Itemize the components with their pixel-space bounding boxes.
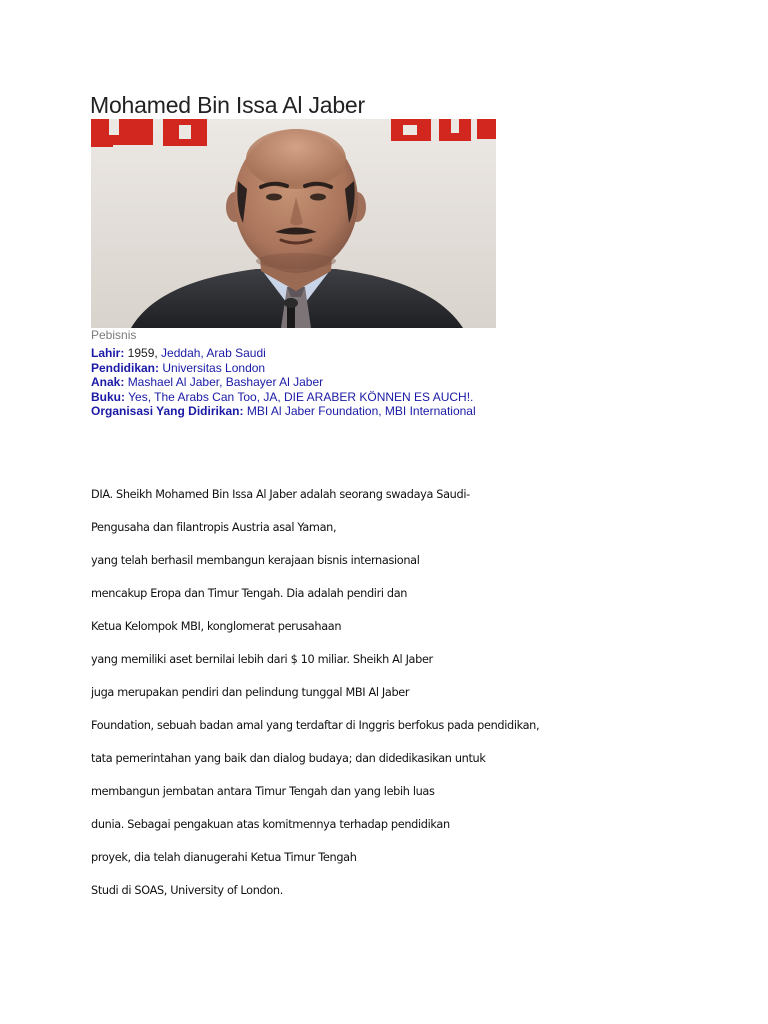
body-line: Foundation, sebuah badan amal yang terdaftar di Inggris berfokus pada pendidikan, xyxy=(91,719,540,732)
fact-label[interactable]: Pendidikan: xyxy=(91,360,160,375)
body-line: yang telah berhasil membangun kerajaan bisnis internasional xyxy=(91,554,420,567)
fact-plain: 1959, xyxy=(124,346,162,360)
fact-link[interactable]: Universitas London xyxy=(162,360,266,375)
fact-children xyxy=(91,375,476,390)
biography-text xyxy=(91,484,711,913)
fact-organizations xyxy=(91,404,476,419)
fact-label[interactable]: Organisasi Yang Didirikan: xyxy=(91,404,244,419)
body-line: Studi di SOAS, University of London. xyxy=(91,884,283,897)
body-line: Pengusaha dan filantropis Austria asal Yaman, xyxy=(91,521,337,534)
fact-link[interactable]: Mashael Al Jaber, Bashayer Al Jaber xyxy=(127,375,324,390)
fact-link[interactable]: Yes, The Arabs Can Too, JA, DIE ARABER KÖNNEN ES AUCH!. xyxy=(128,389,474,404)
body-line: mencakup Eropa dan Timur Tengah. Dia adalah pendiri dan xyxy=(91,587,408,600)
portrait-photo xyxy=(91,119,496,328)
fact-list xyxy=(91,346,476,419)
body-line: juga merupakan pendiri dan pelindung tunggal MBI Al Jaber xyxy=(91,686,410,699)
fact-books xyxy=(91,390,476,405)
fact-label[interactable]: Anak: xyxy=(91,375,125,390)
body-line: DIA. Sheikh Mohamed Bin Issa Al Jaber adalah seorang swadaya Saudi- xyxy=(91,488,470,501)
body-line: proyek, dia telah dianugerahi Ketua Timur Tengah xyxy=(91,851,357,864)
fact-education xyxy=(91,361,476,376)
body-line: membangun jembatan antara Timur Tengah dan yang lebih luas xyxy=(91,785,435,798)
fact-label[interactable]: Lahir: xyxy=(91,346,125,360)
body-line: dunia. Sebagai pengakuan atas komitmennya terhadap pendidikan xyxy=(91,818,450,831)
photo-caption: Pebisnis xyxy=(91,328,137,342)
body-line: yang memiliki aset bernilai lebih dari $ 10 miliar. Sheikh Al Jaber xyxy=(91,653,433,666)
fact-link[interactable]: Jeddah, Arab Saudi xyxy=(161,346,266,360)
page-title: Mohamed Bin Issa Al Jaber xyxy=(90,92,365,118)
body-line: tata pemerintahan yang baik dan dialog budaya; dan didedikasikan untuk xyxy=(91,752,486,765)
fact-born xyxy=(91,346,476,361)
body-line: Ketua Kelompok MBI, konglomerat perusahaan xyxy=(91,620,342,633)
fact-label[interactable]: Buku: xyxy=(91,389,125,404)
fact-link[interactable]: MBI Al Jaber Foundation, MBI International xyxy=(246,404,476,419)
